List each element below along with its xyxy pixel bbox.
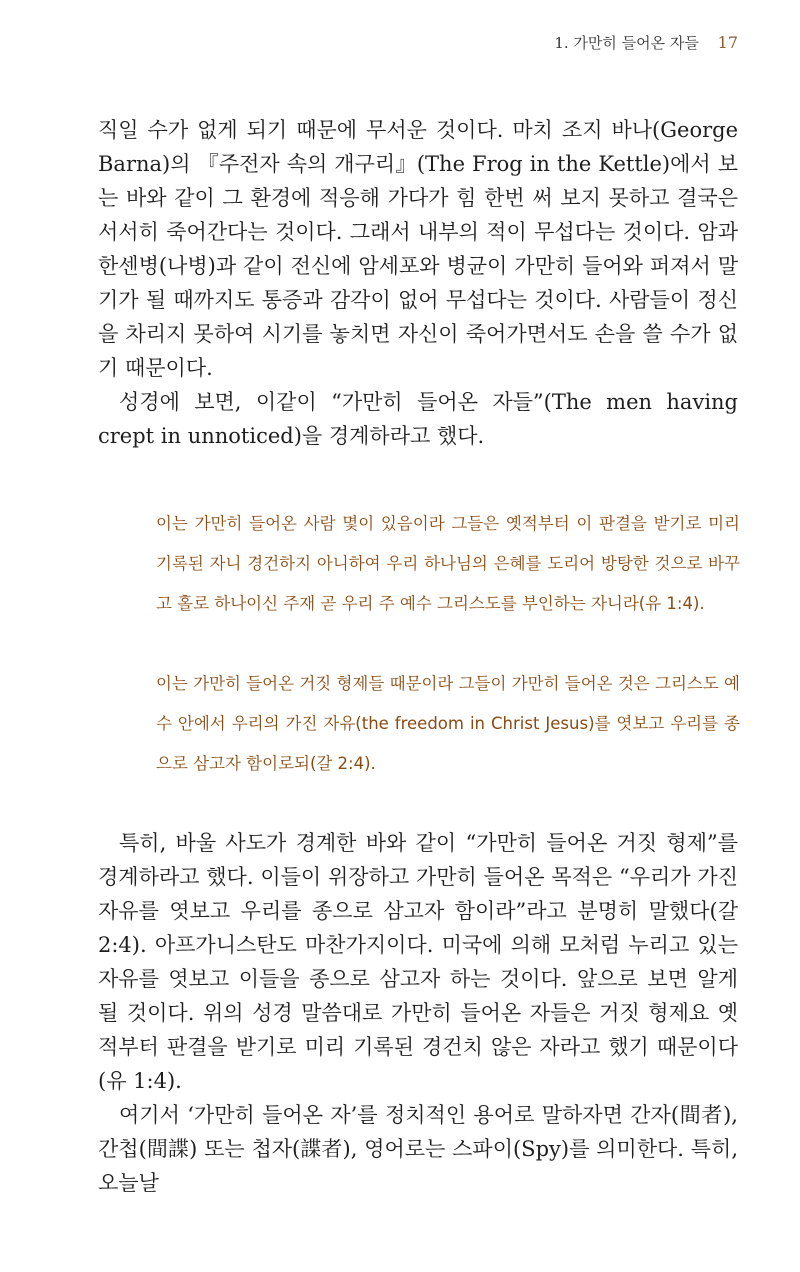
paragraph: 성경에 보면, 이같이 “가만히 들어온 자들”(The men having crept in unnoticed)을 경계하라고 했다. (98, 390, 738, 448)
paragraph: 특히, 바울 사도가 경계한 바와 같이 “가만히 들어온 거짓 형제”를 경계하라고 했다. 이들이 위장하고 가만히 들어온 목적은 “우리가 가진 자유를 엿보고 우리를 종으로 삼고자 함이라”라고 분명히 말했다(갈 2:4). 아프가니스탄도 마찬가지이다. 미국에 의해 모처럼 누리고 있는 자유를 엿보고 이들을 종으로 삼고자 하는 것이다. 앞으로 보면 알게 될 것이다. 위의 성경 말씀대로 가만히 들어온 자들은 거짓 형제요 옛적부터 판결을 받기로 미리 기록된 경건치 않은 자라고 했기 때문이다(유 1:4). (98, 831, 738, 1093)
paragraph: 여기서 ‘가만히 들어온 자’를 정치적인 용어로 말하자면 간자(間者), 간첩(間諜) 또는 첩자(諜者), 영어로는 스파이(Spy)를 의미한다. 특히, 오늘날 (98, 1103, 738, 1195)
scripture-quote (156, 664, 740, 784)
running-header (554, 32, 738, 53)
chapter-title: 1. 가만히 들어온 자들 (554, 34, 699, 52)
body-text-top (98, 113, 738, 453)
page-number: 17 (717, 33, 738, 52)
body-text-bottom (98, 826, 738, 1200)
quote-text: 이는 가만히 들어온 사람 몇이 있음이라 그들은 옛적부터 이 판결을 받기로 미리 기록된 자니 경건하지 아니하여 우리 하나님의 은혜를 도리어 방탕한 것으로 바꾸고 홀로 하나이신 주재 곧 우리 주 예수 그리스도를 부인하는 자니라(유 1:4). (156, 514, 740, 613)
quote-text: 이는 가만히 들어온 거짓 형제들 때문이라 그들이 가만히 들어온 것은 그리스도 예수 안에서 우리의 가진 자유(the freedom in Christ Jesus)를 엿보고 우리를 종으로 삼고자 함이로되(갈 2:4). (156, 674, 740, 773)
scripture-quote (156, 504, 740, 624)
paragraph: 직일 수가 없게 되기 때문에 무서운 것이다. 마치 조지 바나(George Barna)의 『주전자 속의 개구리』(The Frog in the Kettle)에서 보는 바와 같이 그 환경에 적응해 가다가 힘 한번 써 보지 못하고 결국은 서서히 죽어간다는 것이다. 그래서 내부의 적이 무섭다는 것이다. 암과 한센병(나병)과 같이 전신에 암세포와 병균이 가만히 들어와 퍼져서 말기가 될 때까지도 통증과 감각이 없어 무섭다는 것이다. 사람들이 정신을 차리지 못하여 시기를 놓치면 자신이 죽어가면서도 손을 쓸 수가 없기 때문이다. (98, 118, 738, 380)
